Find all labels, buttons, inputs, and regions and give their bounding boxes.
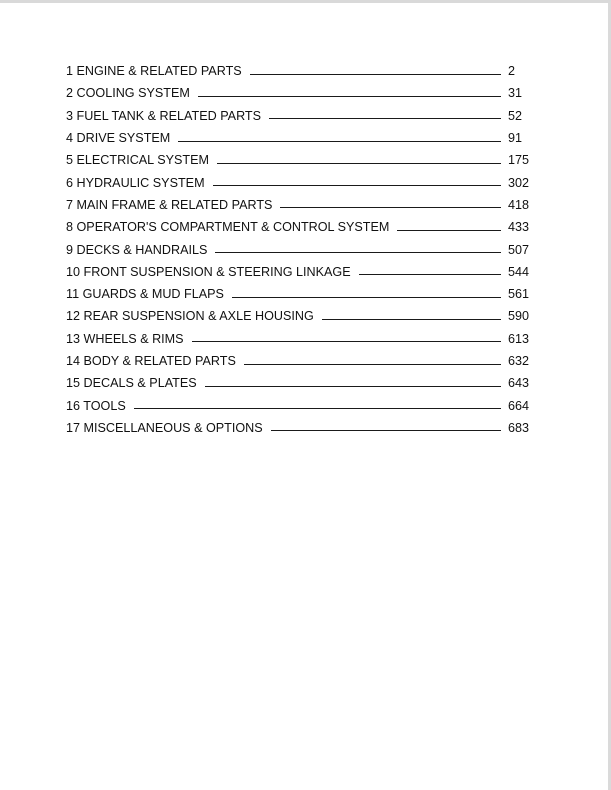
toc-entry[interactable] [66,216,536,238]
toc-entry[interactable] [66,60,536,82]
toc-leader-line [213,185,501,186]
toc-entry-title: 15 DECALS & PLATES [66,376,197,391]
toc-leader-line [280,207,501,208]
toc-entry-page: 632 [508,354,530,368]
toc-entry[interactable] [66,238,536,260]
toc-leader-line [322,319,501,320]
toc-entry[interactable] [66,261,536,283]
table-of-contents [66,60,536,439]
toc-entry[interactable] [66,350,536,372]
toc-entry-page: 664 [508,398,530,413]
toc-entry-page: 561 [508,287,530,302]
toc-leader-line [232,297,501,298]
toc-entry-title: 4 DRIVE SYSTEM [66,131,171,146]
toc-entry-title: 13 WHEELS & RIMS [66,331,184,346]
toc-entry[interactable] [66,194,536,216]
toc-leader-line [250,74,501,75]
toc-entry-page: 175 [508,153,530,168]
toc-entry-title: 2 COOLING SYSTEM [66,86,190,101]
toc-entry[interactable] [66,394,536,416]
toc-leader-line [205,386,501,387]
toc-entry-title: 3 FUEL TANK & RELATED PARTS [66,108,262,123]
toc-entry-title: 12 REAR SUSPENSION & AXLE HOUSING [66,309,314,324]
toc-leader-line [192,341,501,342]
toc-entry[interactable] [66,283,536,305]
toc-entry[interactable] [66,127,536,149]
toc-leader-line [244,364,501,365]
toc-entry-page: 2 [508,64,516,79]
toc-leader-line [178,141,501,142]
toc-entry-title: 11 GUARDS & MUD FLAPS [66,287,224,302]
toc-entry-page: 302 [508,175,530,190]
toc-entry-title: 5 ELECTRICAL SYSTEM [66,153,210,168]
toc-leader-line [269,118,501,119]
toc-leader-line [397,230,501,231]
toc-entry[interactable] [66,149,536,171]
toc-entry-page: 91 [508,131,523,146]
toc-entry[interactable] [66,305,536,327]
toc-leader-line [217,163,501,164]
toc-leader-line [271,430,501,431]
toc-entry[interactable] [66,171,536,193]
toc-leader-line [215,252,501,253]
toc-entry-page: 31 [508,86,523,101]
toc-entry-title: 6 HYDRAULIC SYSTEM [66,175,205,190]
toc-entry-page: 433 [508,220,530,235]
toc-entry[interactable] [66,82,536,104]
toc-entry-page: 613 [508,331,530,346]
toc-entry-title: 9 DECKS & HANDRAILS [66,242,208,257]
toc-entry[interactable] [66,328,536,350]
toc-leader-line [198,96,501,97]
toc-entry[interactable] [66,417,536,439]
toc-entry[interactable] [66,372,536,394]
toc-entry-page: 544 [508,264,530,279]
toc-entry-page: 643 [508,376,530,391]
toc-entry-title: 8 OPERATOR'S COMPARTMENT & CONTROL SYSTEM [66,220,390,235]
toc-entry-page: 507 [508,242,530,257]
toc-leader-line [134,408,501,409]
toc-entry-page: 418 [508,197,530,212]
toc-entry-page: 52 [508,108,523,123]
toc-entry-title: 1 ENGINE & RELATED PARTS [66,64,242,79]
toc-entry-page: 590 [508,309,530,324]
toc-entry-title: 16 TOOLS [66,398,126,413]
toc-entry[interactable] [66,105,536,127]
toc-entry-title: 7 MAIN FRAME & RELATED PARTS [66,197,273,212]
toc-entry-title: 14 BODY & RELATED PARTS [66,354,236,368]
toc-leader-line [359,274,501,275]
toc-entry-title: 17 MISCELLANEOUS & OPTIONS [66,420,263,435]
toc-entry-page: 683 [508,420,530,435]
toc-entry-title: 10 FRONT SUSPENSION & STEERING LINKAGE [66,264,351,279]
